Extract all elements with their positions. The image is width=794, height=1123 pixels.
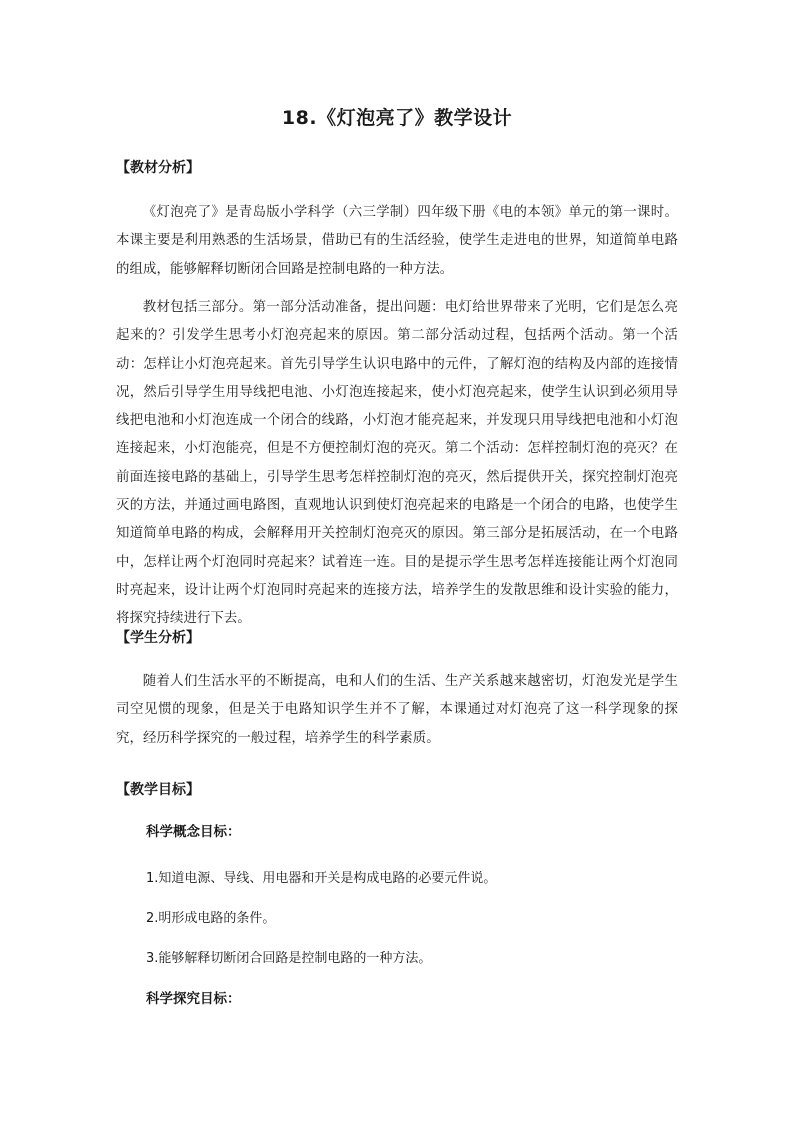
heading-teaching-goals: 【教学目标】 bbox=[116, 782, 200, 798]
heading-material-analysis: 【教材分析】 bbox=[116, 160, 200, 176]
list-item-concept-goal-2: 2.明形成电路的条件。 bbox=[146, 911, 276, 926]
paragraph-material-analysis-1: 《灯泡亮了》是青岛版小学科学（六三学制）四年级下册《电的本领》单元的第一课时。本课主要是利用熟悉的生活场景，借助已有的生活经验，使学生走进电的世界，知道简单电路的组成，能够解释切断闭合回路是控制电路的一种方法。 bbox=[116, 205, 678, 277]
list-item-concept-goal-1: 1.知道电源、导线、用电器和开关是构成电路的必要元件说。 bbox=[146, 871, 497, 886]
paragraph-student-analysis-1: 随着人们生活水平的不断提高，电和人们的生活、生产关系越来越密切，灯泡发光是学生司空见惯的现象，但是关于电路知识学生并不了解，本课通过对灯泡亮了这一科学现象的探究，经历科学探究的一般过程，培养学生的科学素质。 bbox=[116, 674, 678, 746]
paragraph-material-analysis-2: 教材包括三部分。第一部分活动准备，提出问题：电灯给世界带来了光明，它们是怎么亮起来的？引发学生思考小灯泡亮起来的原因。第二部分活动过程，包括两个活动。第一个活动：怎样让小灯泡亮起来。首先引导学生认识电路中的元件，了解灯泡的结构及内部的连接情况，然后引导学生用导线把电池、小灯泡连接起来，使小灯泡亮起来，使学生认识到必须用导线把电池和小灯泡连成一个闭合的线路，小灯泡才能亮起来，并发现只用导线把电池和小灯泡连接起来，小灯泡能亮，但是不方便控制灯泡的亮灭。第二个活动：怎样控制灯泡的亮灭？在前面连接电路的基础上，引导学生思考怎样控制灯泡的亮灭，然后提供开关，探究控制灯泡亮灭的方法，并通过画电路图，直观地认识到使灯泡亮起来的电路是一个闭合的电路，也使学生知道简单电路的构成，会解释用开关控制灯泡亮灭的原因。第三部分是拓展活动，在一个电路中，怎样让两个灯泡同时亮起来？试着连一连。目的是提示学生思考怎样连接能让两个灯泡同时亮起来，设计让两个灯泡同时亮起来的连接方法，培养学生的发散思维和设计实验的能力，将探究持续进行下去。 bbox=[116, 300, 678, 627]
page-title: 18.《灯泡亮了》教学设计 bbox=[281, 107, 513, 129]
list-item-concept-goal-3: 3.能够解释切断闭合回路是控制电路的一种方法。 bbox=[146, 951, 432, 966]
heading-student-analysis: 【学生分析】 bbox=[116, 630, 200, 646]
subheading-inquiry-goals: 科学探究目标： bbox=[146, 991, 241, 1007]
subheading-concept-goals: 科学概念目标： bbox=[146, 824, 241, 840]
